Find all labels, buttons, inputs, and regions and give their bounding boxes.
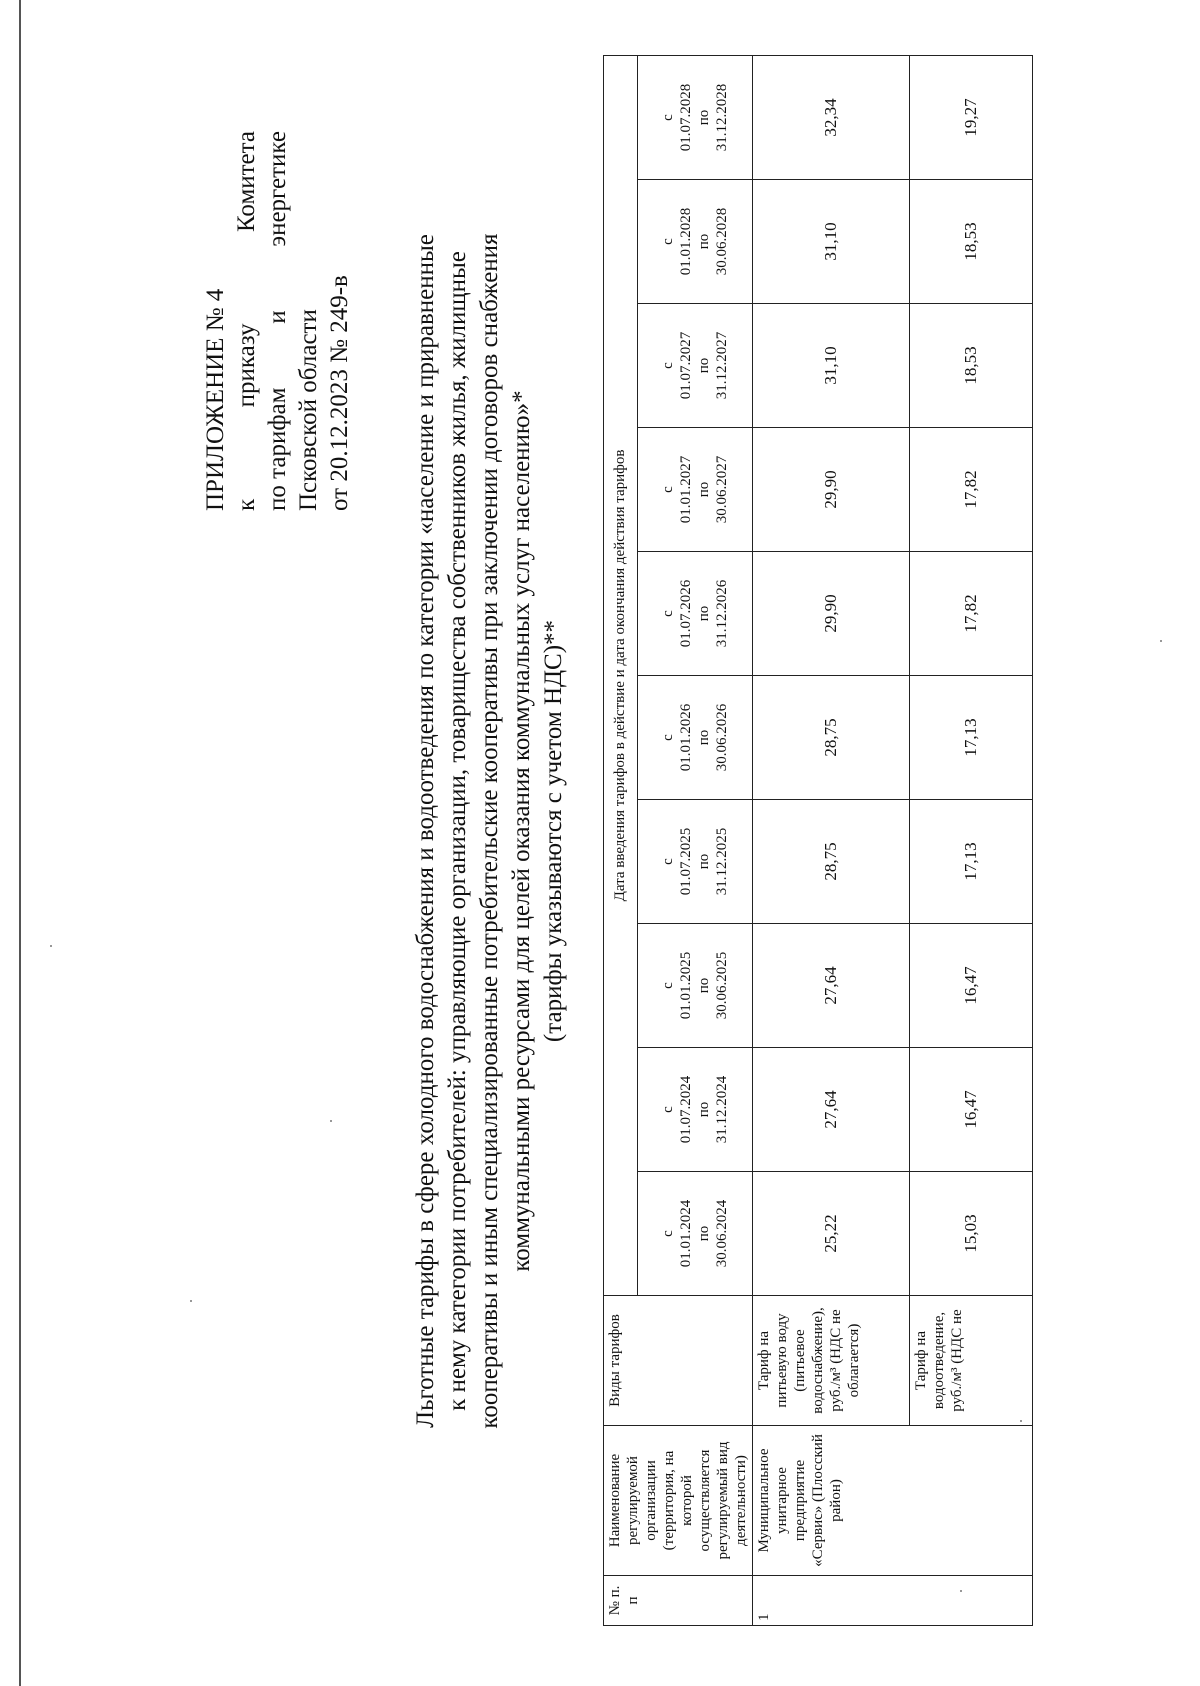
tariff-value: 27,64 — [753, 924, 910, 1048]
period-header: с 01.07.2026 по 31.12.2026 — [637, 552, 752, 676]
scan-speck — [1160, 640, 1162, 642]
period-header: с 01.01.2025 по 30.06.2025 — [637, 924, 752, 1048]
row-number: 1 — [753, 1576, 1033, 1626]
header-org: Наименование регулируемой организации (территория, на которой осуществляется регулируемый вид деятельности) — [604, 1426, 753, 1576]
period-header: с 01.07.2025 по 31.12.2025 — [637, 800, 752, 924]
header-kind: Виды тарифов — [604, 1296, 753, 1426]
tariff-value: 17,13 — [910, 676, 1033, 800]
tariff-value: 17,82 — [910, 552, 1033, 676]
title-line-3: кооперативы и иным специализированные потребительские кооперативы при заключении договоров снабжения — [476, 233, 503, 1429]
period-header: с 01.07.2027 по 31.12.2027 — [637, 304, 752, 428]
appendix-line-3: по тарифам и энергетике — [264, 131, 291, 511]
tariff-value: 17,13 — [910, 800, 1033, 924]
title-line-1: Льготные тарифы в сфере холодного водоснабжения и водоотведения по категории «население и приравненные — [412, 234, 439, 1428]
tariff-value: 16,47 — [910, 1048, 1033, 1172]
period-header: с 01.01.2028 по 30.06.2028 — [637, 180, 752, 304]
table-row — [910, 55, 1033, 1625]
scan-speck — [960, 1590, 962, 1592]
tariff-value: 29,90 — [753, 552, 910, 676]
appendix-block — [200, 131, 355, 511]
period-header: с 01.01.2024 по 30.06.2024 — [637, 1172, 752, 1296]
appendix-line-5: от 20.12.2023 № 249-в — [326, 275, 353, 511]
tariff-value: 27,64 — [753, 1048, 910, 1172]
header-dates: Дата введения тарифов в действие и дата окончания действия тарифов — [604, 55, 638, 1295]
period-header: с 01.07.2028 по 31.12.2028 — [637, 55, 752, 179]
tariff-value: 16,47 — [910, 924, 1033, 1048]
tariff-value: 25,22 — [753, 1172, 910, 1296]
scan-speck — [1020, 1420, 1022, 1422]
tariff-value: 17,82 — [910, 428, 1033, 552]
appendix-line-4: Псковской области — [295, 309, 322, 511]
tariff-value: 28,75 — [753, 676, 910, 800]
period-header: с 01.07.2024 по 31.12.2024 — [637, 1048, 752, 1172]
appendix-title: ПРИЛОЖЕНИЕ № 4 — [202, 288, 229, 511]
period-header: с 01.01.2026 по 30.06.2026 — [637, 676, 752, 800]
appendix-line-2: к приказу Комитета — [233, 131, 260, 511]
tariff-kind: Тариф на питьевую воду (питьевое водоснабжение), руб./м³ (НДС не облагается) — [753, 1296, 910, 1426]
tariff-value: 28,75 — [753, 800, 910, 924]
tariff-value: 32,34 — [753, 55, 910, 179]
header-row — [604, 55, 638, 1625]
title-line-2: к нему категории потребителей: управляющие организации, товарищества собственников жилья, жилищные — [444, 251, 471, 1411]
tariff-value: 18,53 — [910, 304, 1033, 428]
tariff-value: 31,10 — [753, 180, 910, 304]
tariff-table — [603, 55, 1033, 1626]
document-title — [410, 156, 570, 1506]
title-line-4: коммунальными ресурсами для целей оказания коммунальных услуг населению»* — [508, 390, 535, 1272]
organization-name: Муниципальное унитарное предприятие «Сервис» (Плосский район) — [753, 1426, 1033, 1576]
scan-speck — [50, 945, 52, 947]
tariff-value: 18,53 — [910, 180, 1033, 304]
title-line-5: (тарифы указываются с учетом НДС)** — [540, 619, 567, 1043]
scan-speck — [190, 1300, 192, 1302]
period-header: с 01.01.2027 по 30.06.2027 — [637, 428, 752, 552]
tariff-value: 31,10 — [753, 304, 910, 428]
tariff-kind: Тариф на водоотведение, руб./м³ (НДС не — [910, 1296, 1033, 1426]
scan-speck — [330, 1120, 332, 1122]
table-row — [753, 55, 910, 1625]
header-num: № п. п — [604, 1576, 753, 1626]
tariff-value: 19,27 — [910, 55, 1033, 179]
tariff-value: 29,90 — [753, 428, 910, 552]
tariff-value: 15,03 — [910, 1172, 1033, 1296]
